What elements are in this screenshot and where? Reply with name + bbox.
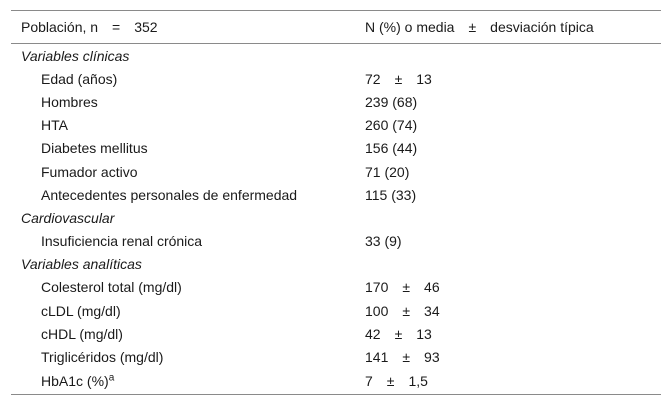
row-label: Fumador activo <box>41 163 138 180</box>
population-characteristics-table <box>11 10 661 395</box>
row-label: Diabetes mellitus <box>41 140 148 157</box>
row-value: 71 (20) <box>365 163 410 180</box>
row-label: cLDL (mg/dl) <box>41 302 121 319</box>
row-label: cHDL (mg/dl) <box>41 325 123 342</box>
header-statistic: N (%) o media ± desviación típica <box>355 11 661 44</box>
table-row <box>11 183 661 206</box>
row-label: Antecedentes personales de enfermedad <box>41 186 298 203</box>
row-value: 7 ± 1,5 <box>355 369 661 395</box>
table-row <box>11 114 661 137</box>
footnote-marker: a <box>108 372 115 384</box>
section-label: Cardiovascular <box>21 209 115 226</box>
row-label: Hombres <box>41 93 98 110</box>
table-row <box>11 160 661 183</box>
row-label: Triglicéridos (mg/dl) <box>41 349 164 366</box>
table-row <box>11 322 661 345</box>
row-value: 239 (68) <box>365 93 418 110</box>
section-label: Variables analíticas <box>21 256 142 273</box>
row-label: Colesterol total (mg/dl) <box>41 279 182 296</box>
table-row <box>11 206 661 229</box>
table-row <box>11 276 661 299</box>
table-row <box>11 253 661 276</box>
table-row <box>11 90 661 113</box>
row-value <box>355 206 661 229</box>
table-row <box>11 44 661 68</box>
row-label: Insuficiencia renal crónica <box>41 233 203 250</box>
row-value <box>355 44 661 68</box>
table-row <box>11 369 661 395</box>
row-value: 260 (74) <box>365 117 418 134</box>
table-row <box>11 67 661 90</box>
table-header-row <box>11 11 661 44</box>
row-value: 170 ± 46 <box>365 279 440 296</box>
table-row <box>11 230 661 253</box>
table-row <box>11 299 661 322</box>
row-label: HbA1c (%) <box>41 373 109 390</box>
row-label-with-footnote <box>11 369 355 395</box>
row-value: 72 ± 13 <box>365 70 432 87</box>
section-label: Variables clínicas <box>21 47 130 64</box>
row-label: HTA <box>41 117 68 134</box>
data-table-container <box>11 10 661 395</box>
row-value: 156 (44) <box>365 140 418 157</box>
row-label: Edad (años) <box>41 70 118 87</box>
row-value: 100 ± 34 <box>365 302 440 319</box>
table-row <box>11 345 661 368</box>
table-row <box>11 137 661 160</box>
row-value: 115 (33) <box>365 186 417 203</box>
row-value <box>355 253 661 276</box>
row-value: 141 ± 93 <box>365 349 440 366</box>
row-value: 33 (9) <box>365 233 402 250</box>
row-value: 42 ± 13 <box>365 325 432 342</box>
header-population: Población, n = 352 <box>11 11 355 44</box>
